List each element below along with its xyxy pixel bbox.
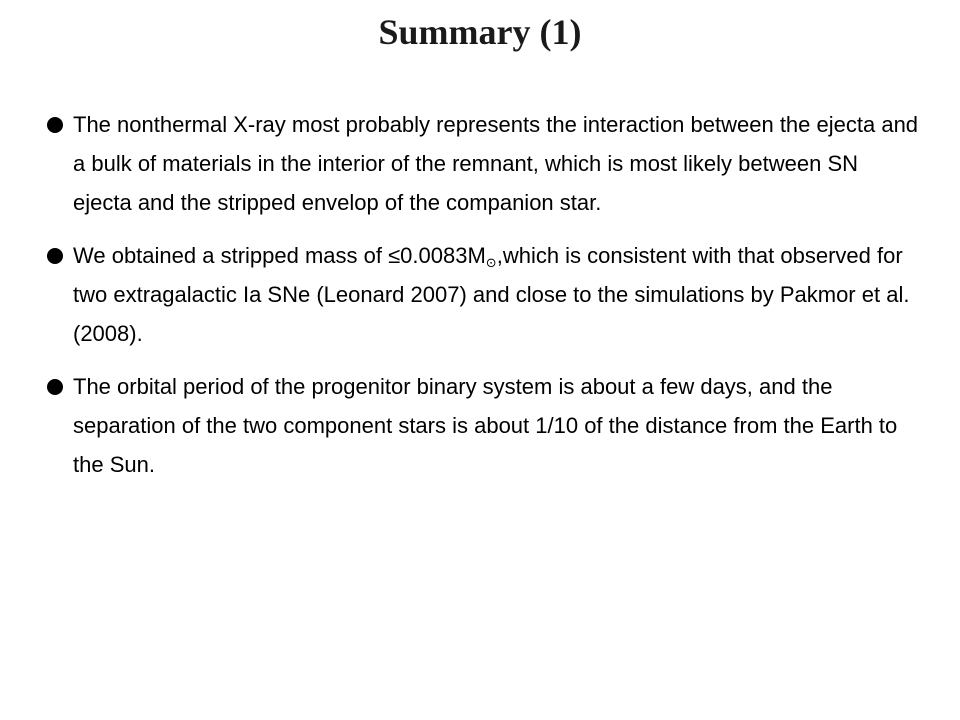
slide-title: Summary (1) [378, 12, 582, 52]
bullet-list [0, 105, 960, 498]
solar-mass-subscript: ⊙ [485, 255, 497, 270]
bullet-dot-icon [47, 248, 63, 264]
bullet-dot-icon [47, 379, 63, 395]
bullet-text-2-after: ,which is consistent with that observed for two extragalactic Ia SNe (Leonard 2007) and close to the simulations by Pakmor et al. (2008). [73, 243, 910, 346]
bullet-item-3 [0, 367, 960, 484]
bullet-item-1 [0, 105, 960, 222]
bullet-text-2-before: We obtained a stripped mass of ≤0.0083M [73, 243, 486, 268]
bullet-item-2 [0, 236, 960, 353]
bullet-text-1: The nonthermal X-ray most probably represents the interaction between the ejecta and a bulk of materials in the interior of the remnant, which is most likely between SN ejecta and the stripped envelop of the companion star. [73, 112, 919, 215]
bullet-dot-icon [47, 117, 63, 133]
bullet-text-3: The orbital period of the progenitor binary system is about a few days, and the separation of the two component stars is about 1/10 of the distance from the Earth to the Sun. [73, 374, 898, 477]
